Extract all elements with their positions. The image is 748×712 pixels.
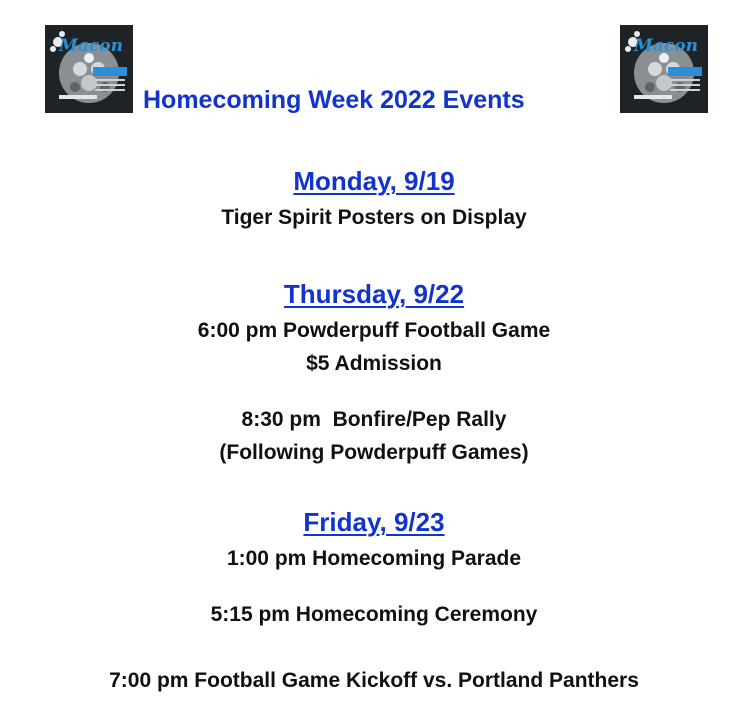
day-heading-friday[interactable]: Friday, 9/23 [303, 507, 445, 537]
event-line: (Following Powderpuff Games) [219, 441, 529, 464]
event-line: 7:00 pm Football Game Kickoff vs. Portland Panthers [109, 669, 639, 692]
event-line: 1:00 pm Homecoming Parade [226, 547, 522, 570]
day-heading-monday[interactable]: Monday, 9/19 [293, 166, 455, 196]
event-line: 5:15 pm Homecoming Ceremony [210, 603, 538, 626]
day-heading-thursday[interactable]: Thursday, 9/22 [283, 279, 465, 309]
svg-text:Macon: Macon [59, 36, 123, 56]
event-line: 8:30 pm Bonfire/Pep Rally [241, 408, 507, 431]
event-line: $5 Admission [306, 352, 442, 375]
page-title: Homecoming Week 2022 Events [143, 86, 525, 114]
event-line: Tiger Spirit Posters on Display [221, 206, 527, 229]
event-line: 6:00 pm Powderpuff Football Game [197, 319, 551, 342]
svg-text:Macon: Macon [634, 36, 698, 56]
